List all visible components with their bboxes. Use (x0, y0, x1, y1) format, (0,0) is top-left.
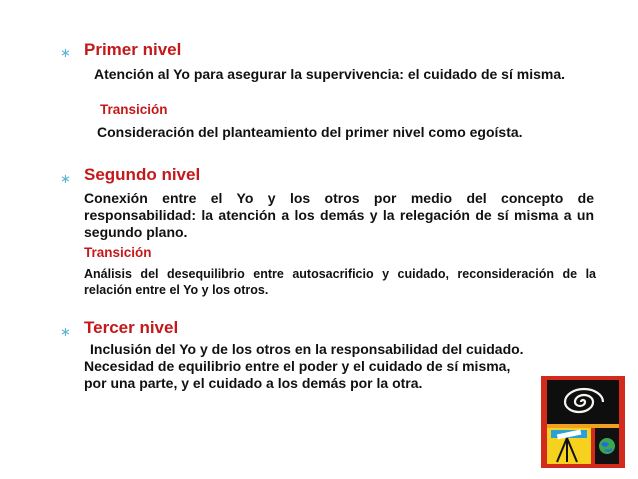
section-2-body: Conexión entre el Yo y los otros por medio del concepto de responsabilidad: la atención a los demás y la relegación de sí misma a un segundo plano. (84, 190, 594, 240)
section-3-heading: Tercer nivel (84, 318, 179, 337)
section-2-transition-label: Transición (84, 245, 152, 260)
spiral-galaxy-telescope-globe-icon (541, 376, 625, 468)
section-1-transition-text: Consideración del planteamiento del primer nivel como egoísta. (97, 124, 523, 140)
section-1-heading: Primer nivel (84, 40, 182, 59)
section-2-transition-text: Análisis del desequilibrio entre autosacrificio y cuidado, reconsideración de la relación entre el Yo y los otros. (84, 267, 596, 297)
section-3-body-line-2: Necesidad de equilibrio entre el poder y el cuidado de sí misma, (84, 358, 511, 374)
bullet-icon: ∗ (60, 324, 71, 339)
section-2-heading: Segundo nivel (84, 165, 201, 184)
section-1-body: Atención al Yo para asegurar la supervivencia: el cuidado de sí misma. (94, 66, 565, 82)
section-3-body-line-1: Inclusión del Yo y de los otros en la responsabilidad del cuidado. (90, 341, 524, 357)
bullet-icon: ∗ (60, 171, 71, 186)
section-1-transition-label: Transición (100, 102, 168, 117)
bullet-icon: ∗ (60, 45, 71, 60)
section-3-body-line-3: por una parte, y el cuidado a los demás por la otra. (84, 375, 423, 391)
